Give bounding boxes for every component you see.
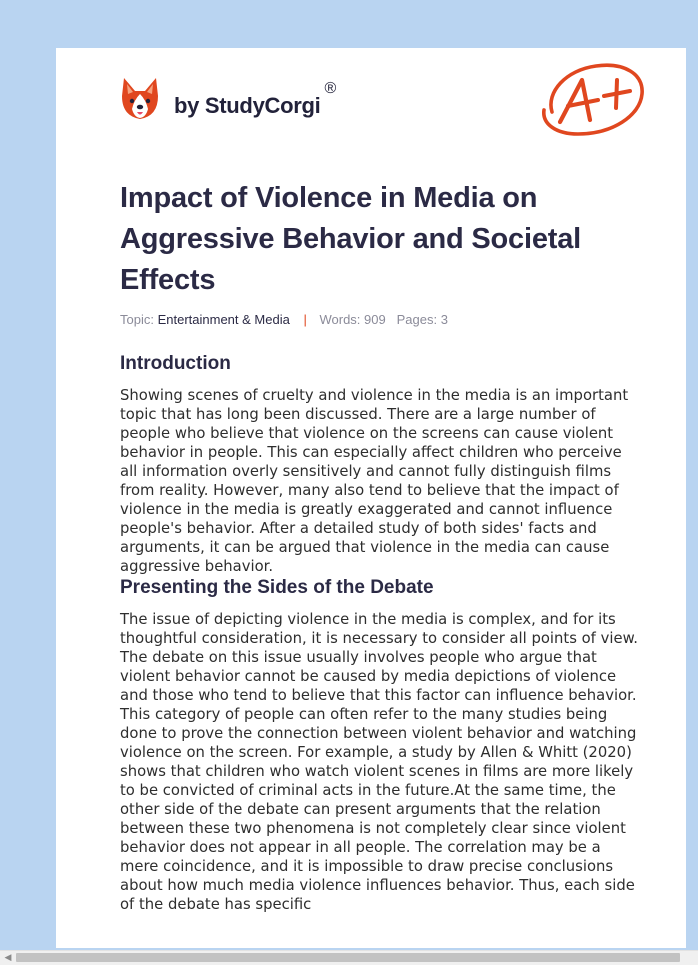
section-body-debate: The issue of depicting violence in the media is complex, and for its thoughtful consideration, it is necessary to consider all points of view. The debate on this issue usually involves people who argue that violent behavior cannot be caused by media depictions of violence and those who tend to believe that this factor can influence behavior. This category of people can often refer to the many studies being done to prove the connection between violent behavior and watching violence on the screen. For example, a study by Allen & Whitt (2020) shows that children who watch violent scenes in films are more likely to be convicted of criminal acts in the future.At the same time, the other side of the debate can present arguments that the relation between these two phenomena is not completely clear since violent behavior does not appear in all people. The correlation may be a mere coincidence, and it is impossible to draw precise conclusions about how much media violence influences behavior. Thus, each side of the debate has specific [120, 611, 639, 913]
registered-mark: ® [324, 80, 337, 97]
document-title: Impact of Violence in Media on Aggressive Behavior and Societal Effects [120, 182, 581, 296]
scroll-left-arrow-icon[interactable]: ◀ [4, 953, 12, 963]
pages-count: 3 [440, 312, 448, 327]
section-heading-debate: Presenting the Sides of the Debate [120, 577, 434, 598]
topic-link[interactable]: Entertainment & Media [157, 312, 290, 327]
meta-separator: | [303, 312, 307, 327]
document-content [120, 352, 640, 914]
section-heading-introduction: Introduction [120, 353, 231, 374]
document-meta [120, 312, 448, 327]
section-body-introduction: Showing scenes of cruelty and violence in the media is an important topic that has long been discussed. There are a large number of people who believe that violence on the screens can cause violent behavior in people. This can especially affect children who perceive all information overly sensitively and cannot fully distinguish films from reality. However, many also tend to believe that the impact of violence in the media is greatly exaggerated and cannot influence people's behavior. After a detailed study of both sides' facts and arguments, it can be argued that violence in the media can cause aggressive behavior. [120, 387, 629, 575]
brand-logo[interactable] [120, 76, 336, 122]
horizontal-scrollbar[interactable] [0, 950, 698, 965]
document-page [56, 48, 686, 948]
corgi-logo-icon [120, 76, 160, 122]
words-label: Words: [319, 312, 361, 327]
scrollbar-thumb[interactable] [16, 953, 680, 962]
pages-label: Pages: [396, 312, 438, 327]
a-plus-grade-icon [538, 58, 648, 140]
words-count: 909 [364, 312, 386, 327]
topic-label: Topic: [120, 312, 154, 327]
brand-name: by StudyCorgi [174, 93, 321, 118]
